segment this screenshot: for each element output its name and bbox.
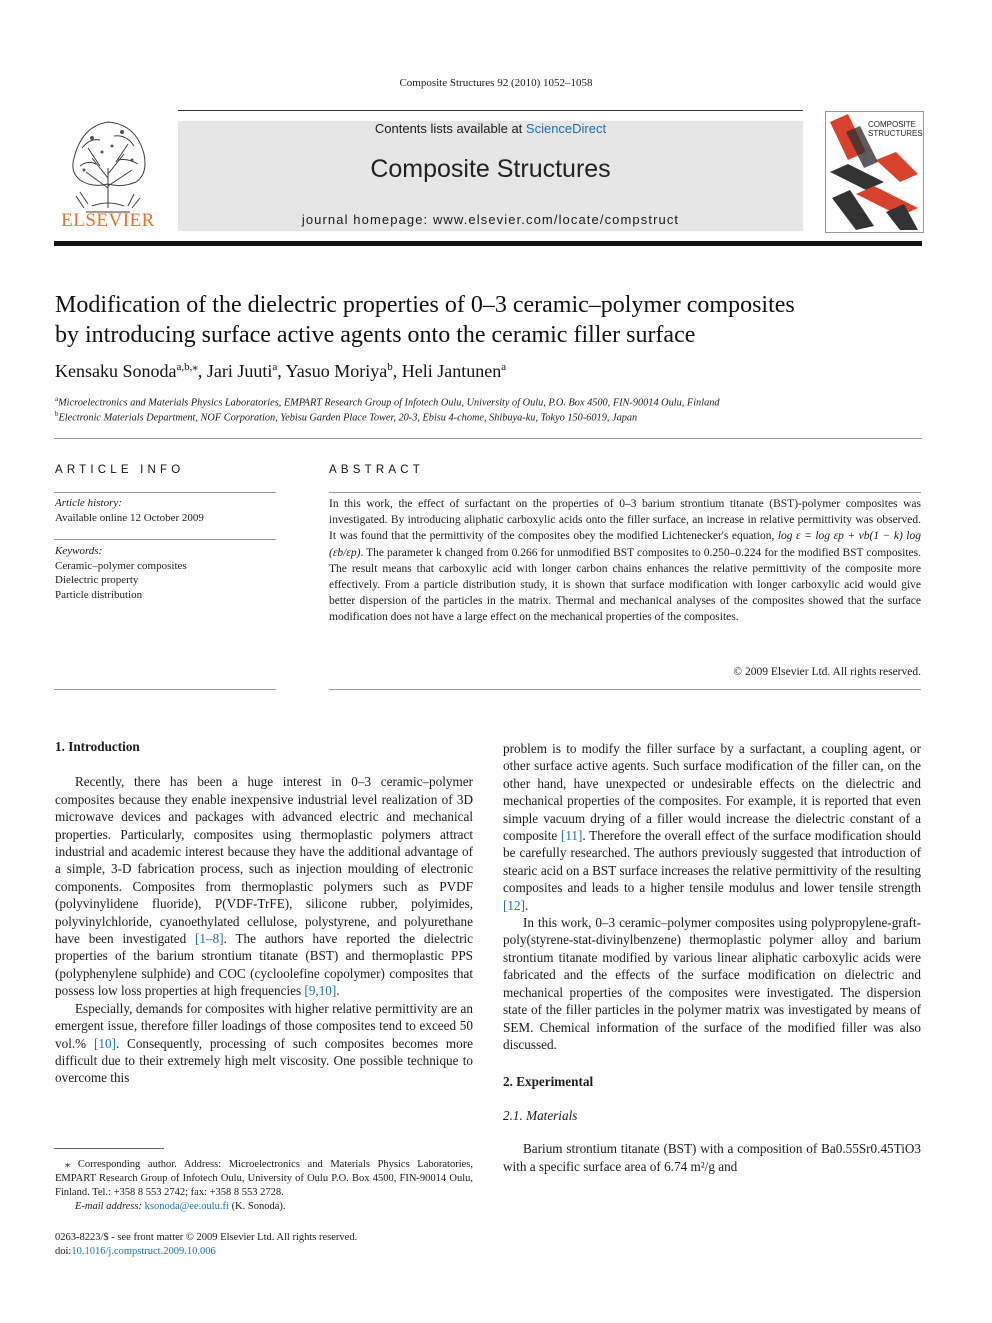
subsection-heading-materials: 2.1. Materials <box>503 1107 578 1123</box>
email-suffix: (K. Sonoda). <box>228 1201 286 1212</box>
paragraph-text: Recently, there has been a huge interest in 0–3 ceramic–polymer composites because they enable inexpensive industrial level realization of 3D microwave devices and packages with advanced electric and mechanical properties. Particularly, composites using thermoplastic polymers attract industrial and academic interest because they have the additional advantage of a simple, 3-D fabrication process, such as injection moulding of electronic components. Composites from thermoplastic polymers such as PVDF (polyvinylidene fluoride), P(VDF-TrFE), silicone rubber, polyimides, polyvinylchloride, cyanoethylated cellulose, polystyrene, and polyurethane have been investigated <box>55 774 473 947</box>
intro-paragraph-1 <box>55 773 473 999</box>
email-label: E-mail address: <box>75 1201 145 1212</box>
journal-homepage[interactable]: journal homepage: www.elsevier.com/locate/compstruct <box>301 212 680 227</box>
cover-label-line2: STRUCTURES <box>868 129 923 138</box>
article-info-bottom-rule <box>54 689 276 690</box>
sciencedirect-link[interactable]: ScienceDirect <box>525 121 607 136</box>
keywords-label: Keywords: <box>55 545 103 557</box>
paragraph-text: . Therefore the overall effect of the surface modification should be carefully researched. The authors previously suggested that introduction of stearic acid on a BST surface increases the relative permittivity of the resulting composites and leads to a higher tensile modulus and lower tensile strength <box>503 828 921 896</box>
section-heading-introduction: 1. Introduction <box>55 739 140 754</box>
author-affiliation-mark[interactable]: a,b,⁎ <box>176 361 198 373</box>
paragraph-text: . Consequently, processing of such composites becomes more difficult due to their extremely high melt viscosity. One possible technique to overcome this <box>55 1035 473 1086</box>
email-link[interactable]: ksonoda@ee.oulu.fi <box>144 1201 229 1212</box>
author-affiliation-mark[interactable]: a <box>272 361 278 373</box>
header-thick-rule <box>54 241 922 246</box>
header-rule <box>178 110 803 111</box>
journal-reference: Composite Structures 92 (2010) 1052–1058 <box>399 77 593 89</box>
keyword[interactable]: Ceramic–polymer composites <box>55 559 187 572</box>
citation-link[interactable]: [9,10] <box>304 983 337 999</box>
paragraph-text: problem is to modify the filler surface by a surfactant, a coupling agent, or other surface active agents. Such surface modification of the filler can, on the other hand, have unexpected or undesirable effects on the dielectric and mechanical properties of the composites. For example, it is reported that even simple vacuum drying of a filler would increase the dielectric constant of a composite <box>503 741 921 844</box>
corresponding-author-text: ⁎ Corresponding author. Address: Microelectronics and Materials Physics Laboratories, EMPART Research Group of Infotech Oulu, University of Oulu P.O. Box 4500, FIN-90014 Oulu, Finland. Tel.: +358 8 553 2742; fax: +358 8 553 2728. <box>55 1159 473 1198</box>
contents-line <box>178 121 803 136</box>
paragraph-text: Especially, demands for composites with higher relative permittivity are an emergent issue, therefore filler loadings of those composites tend to exceed 50 vol.% <box>55 1000 473 1051</box>
elsevier-wordmark: ELSEVIER <box>61 210 155 231</box>
history-value: Available online 12 October 2009 <box>55 511 204 524</box>
affiliation-a <box>55 395 720 408</box>
journal-cover-thumbnail[interactable] <box>825 111 924 233</box>
left-column <box>55 738 473 1087</box>
author-separator: , <box>392 361 402 381</box>
paragraph-text: . <box>524 897 529 913</box>
author-name[interactable]: Kensaku Sonoda <box>55 361 177 381</box>
affiliation-b <box>55 410 637 423</box>
affiliation-mark: b <box>55 410 59 418</box>
article-history <box>55 496 204 525</box>
front-matter-text: 0263-8223/$ - see front matter © 2009 Elsevier Ltd. All rights reserved. <box>55 1232 358 1243</box>
keyword[interactable]: Particle distribution <box>55 588 143 601</box>
doi-prefix: doi: <box>55 1246 72 1257</box>
keywords-rule <box>54 539 276 540</box>
abstract-heading: ABSTRACT <box>329 464 424 476</box>
author-affiliation-mark[interactable]: a <box>501 361 507 373</box>
author-name[interactable]: Jari Juuti <box>206 361 273 381</box>
author-separator: , <box>197 361 207 381</box>
footnote-rule <box>54 1148 164 1149</box>
affiliation-mark: a <box>55 395 59 403</box>
paragraph-text: . The authors have reported the dielectric properties of the barium strontium titanate (BST) and thermoplastic PPS (polyphenylene sulphide) and COC (cycloolefine copolymer) composites that possess low loss properties at high frequencies <box>55 931 473 999</box>
paragraph-text: . <box>336 983 340 999</box>
abstract-text-part2: . The parameter k changed from 0.266 for unmodified BST composites to 0.250–0.224 for the modified BST composites. The result means that carboxylic acid with longer carbon chains enhances the relative permittivity of the composite more effectively. From a particle distribution study, it is shown that surface modification with longer carboxylic acid would give better dispersion of the particles in the matrix. Thermal and mechanical analyses of the composites showed that the surface modification does not have a large effect on the mechanical properties of the composites. <box>329 546 921 624</box>
intro-paragraph-3 <box>503 740 921 914</box>
history-label: Article history: <box>55 497 122 509</box>
corresponding-author-footnote <box>55 1158 473 1214</box>
materials-paragraph: Barium strontium titanate (BST) with a composition of Ba0.55Sr0.45TiO3 with a specific surface area of 6.74 m²/g and <box>503 1141 921 1174</box>
right-column <box>503 740 921 1175</box>
keyword[interactable]: Dielectric property <box>55 574 139 586</box>
cover-label-line1: COMPOSITE <box>868 120 917 129</box>
article-info-rule <box>54 492 276 493</box>
abstract-copyright: © 2009 Elsevier Ltd. All rights reserved. <box>733 666 921 678</box>
citation-link[interactable]: [10] <box>93 1035 116 1051</box>
title-line2: by introducing surface active agents onto the ceramic filler surface <box>55 322 696 348</box>
author-name[interactable]: Heli Jantunen <box>401 361 502 381</box>
abstract-bottom-rule <box>329 689 921 690</box>
author-affiliation-mark[interactable]: b <box>387 361 393 373</box>
affiliation-rule <box>54 438 922 439</box>
abstract-rule <box>329 492 921 493</box>
citation-link[interactable]: [12] <box>503 897 525 913</box>
doi-link[interactable]: 10.1016/j.compstruct.2009.10.006 <box>71 1246 216 1257</box>
author-list <box>55 360 506 382</box>
abstract-text <box>329 496 921 626</box>
abstract-text-part1: In this work, the effect of surfactant on the properties of 0–3 barium strontium titanate (BST)-polymer composites was investigated. By introducing aliphatic carboxylic acids onto the filler surface, an increase in relative permittivity was observed. It was found that the permittivity of the composites obey the modified Lichtenecker's equation, <box>329 498 921 543</box>
journal-title: Composite Structures <box>370 155 611 183</box>
affiliation-text: Electronic Materials Department, NOF Corporation, Yebisu Garden Place Tower, 20-3, Ebisu 4-chome, Shibuya-ku, Tokyo 150-6019, Japan <box>58 412 638 424</box>
keywords-block <box>55 544 187 602</box>
article-info-heading: ARTICLE INFO <box>55 464 185 476</box>
citation-link[interactable]: [11] <box>560 828 583 844</box>
abstract-equation: log ε = log εp + vb(1 − k) log (εb/εp) <box>329 530 922 559</box>
author-name[interactable]: Yasuo Moriya <box>285 361 388 381</box>
cover-label <box>868 120 923 138</box>
author-separator: , <box>277 361 286 381</box>
title-line1: Modification of the dielectric properties of 0–3 ceramic–polymer composites <box>55 292 795 318</box>
article-title <box>55 290 925 350</box>
section-heading-experimental: 2. Experimental <box>503 1074 594 1090</box>
front-matter <box>55 1231 473 1259</box>
intro-paragraph-4: In this work, 0–3 ceramic–polymer composites using polypropylene-graft-poly(styrene-stat-divinylbenzene) thermoplastic polymer alloy and barium strontium titanate modified by various linear aliphatic carboxylic acids were fabricated and the effects of the surface modification on dielectric and mechanical properties of the composites were investigated. The dispersion state of the filler particles in the polymer matrix was investigated by means of SEM. Chemical information of the surface of the modified filler was also discussed. <box>503 915 921 1052</box>
citation-link[interactable]: [1–8] <box>195 931 224 947</box>
affiliation-text: Microelectronics and Materials Physics Laboratories, EMPART Research Group of Infotech Oulu, University of Oulu, P.O. Box 4500, FIN-90014 Oulu, Finland <box>58 397 720 409</box>
intro-paragraph-2 <box>55 1000 473 1087</box>
contents-prefix: Contents lists available at <box>374 121 526 136</box>
